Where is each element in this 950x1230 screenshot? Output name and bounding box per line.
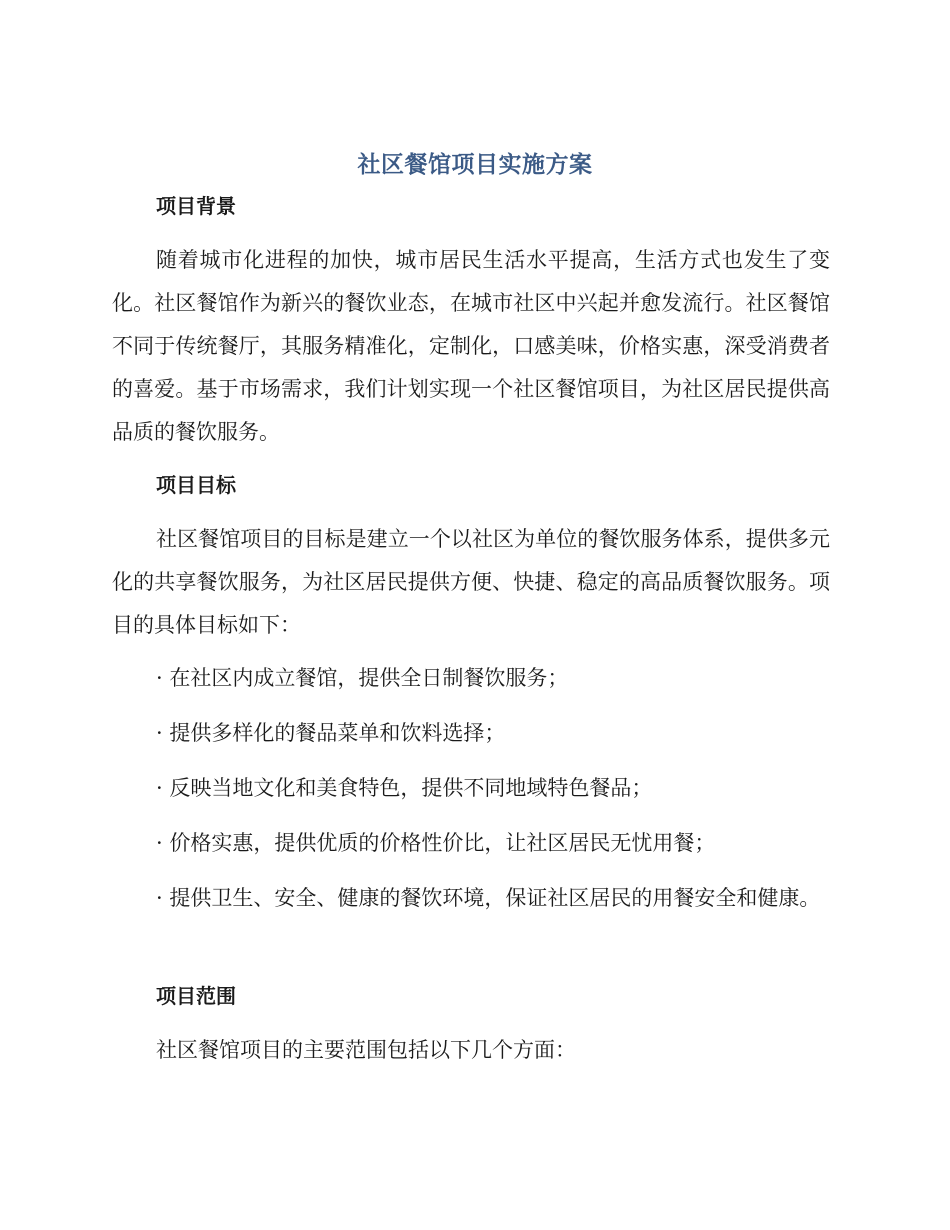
goals-paragraph: 社区餐馆项目的目标是建立一个以社区为单位的餐饮服务体系，提供多元化的共享餐饮服务，为社区居民提供方便、快捷、稳定的高品质餐饮服务。项目的具体目标如下： [112,527,830,637]
goal-bullet-item: · 提供卫生、安全、健康的餐饮环境，保证社区居民的用餐安全和健康。 [156,886,821,910]
document-title: 社区餐馆项目实施方案 [357,152,593,178]
background-paragraph: 随着城市化进程的加快，城市居民生活水平提高，生活方式也发生了变化。社区餐馆作为新兴的餐饮业态，在城市社区中兴起并愈发流行。社区餐馆不同于传统餐厅，其服务精准化，定制化，口感美味，价格实惠，深受消费者的喜爱。基于市场需求，我们计划实现一个社区餐馆项目，为社区居民提供高品质的餐饮服务。 [112,248,830,444]
scope-paragraph: 社区餐馆项目的主要范围包括以下几个方面： [156,1038,576,1062]
goal-bullet-item: · 提供多样化的餐品菜单和饮料选择； [156,721,506,745]
section-heading-background: 项目背景 [156,194,236,218]
goal-bullet-item: · 反映当地文化和美食特色，提供不同地域特色餐品； [156,776,653,800]
goal-bullet-item: · 在社区内成立餐馆，提供全日制餐饮服务； [156,666,569,690]
section-heading-scope: 项目范围 [156,984,236,1008]
section-heading-goals: 项目目标 [156,473,236,497]
goal-bullet-item: · 价格实惠，提供优质的价格性价比，让社区居民无忧用餐； [156,831,716,855]
